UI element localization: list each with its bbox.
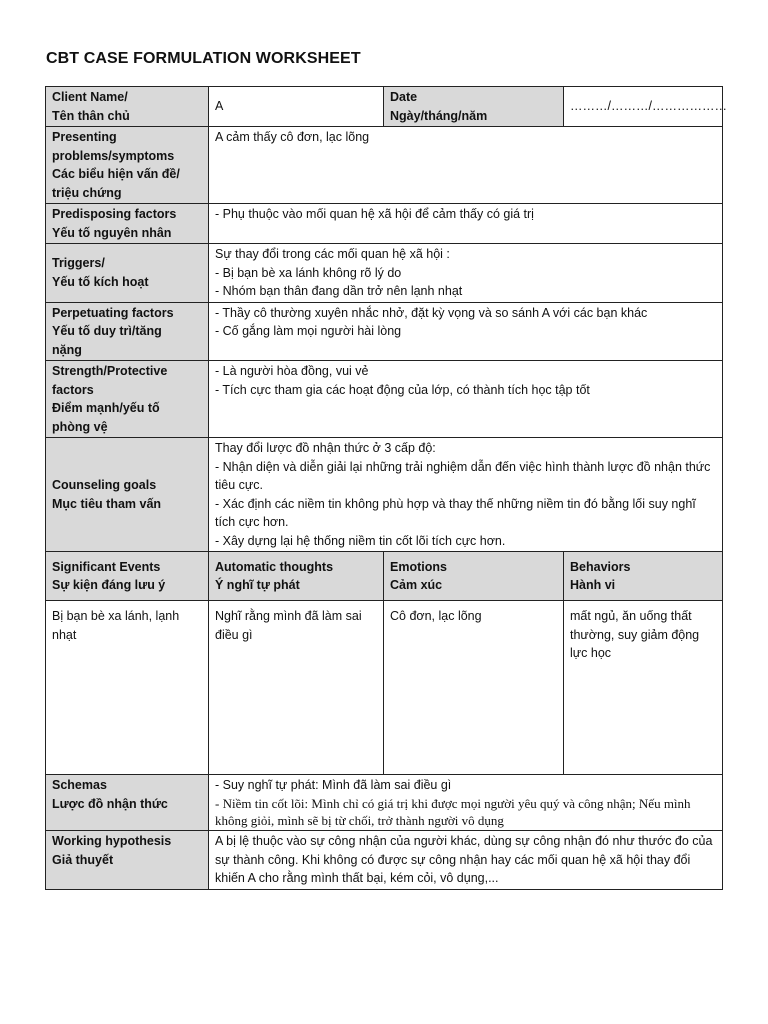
text-line: Yếu tố duy trì/tăng [52,324,162,338]
schemas-value [209,775,723,831]
text-line: Strength/Protective [52,364,168,378]
text-line: Các biểu hiện vấn đề/ [52,167,180,181]
schemas-label [46,775,209,831]
text-line: Counseling goals [52,478,157,492]
text-line: - Bị bạn bè xa lánh không rõ lý do [215,265,402,280]
date-label: Date Ngày/tháng/năm [384,87,564,127]
predisposing-label [46,204,209,244]
text-line: Predisposing factors [52,207,177,221]
predisposing-value [209,204,723,244]
triggers-label [46,244,209,303]
text-line: Điểm mạnh/yếu tố [52,401,160,415]
automatic-thoughts-header [209,552,384,601]
text-line: Schemas [52,778,107,792]
schemas-row [46,775,723,831]
goals-label [46,438,209,552]
triggers-value [209,244,723,303]
presenting-row [46,127,723,204]
text-line: Hành vi [570,578,616,592]
emotions-header [384,552,564,601]
automatic-thoughts-cell: Nghĩ rằng mình đã làm sai điều gì [209,601,384,775]
goals-row [46,438,723,552]
text-line: Automatic thoughts [215,559,334,574]
strength-row [46,361,723,438]
presenting-value [209,127,723,204]
text-line: Emotions [390,559,447,574]
perpetuating-value [209,302,723,361]
text-line: nặng [52,342,82,357]
text-line: problems/symptoms [52,148,175,163]
text-line: Significant Events [52,559,161,574]
significant-events-cell: Bị bạn bè xa lánh, lạnh nhạt [46,601,209,775]
text-line: Mục tiêu tham vấn [52,496,162,511]
case-formulation-table [45,86,727,890]
hypothesis-label [46,831,209,890]
worksheet-title: CBT CASE FORMULATION WORKSHEET [46,50,361,67]
text-line: - Niềm tin cốt lõi: Mình chỉ có giá trị khi được mọi người yêu quý và công nhận; Nếu mình không giỏi, mình sẽ bị từ chối, trở thành người vô dụng [215,795,691,828]
text-line: factors [52,382,94,397]
date-value: ………/………/……………… [564,87,723,127]
strength-value [209,361,723,438]
perpetuating-row [46,302,723,361]
text-line: A bị lệ thuộc vào sự công nhận của người khác, dùng sự công nhận đó như thước đo của sự thành công. Khi không có được sự công nhận hay các mối quan hệ xã hội thay đổi khiến A cho rằng mình thất bại, kém cỏi, vô dụng,... [215,834,713,885]
hypothesis-row [46,831,723,890]
text-line: Presenting [52,130,117,144]
events-header-row [46,552,723,601]
hypothesis-value [209,831,723,890]
client-name-label: Client Name/ Tên thân chủ [46,87,209,127]
text-line: Working hypothesis [52,834,172,848]
text-line: Lược đồ nhận thức [52,796,168,811]
client-name-value: A [209,87,384,127]
text-line: - Nhóm bạn thân đang dần trở nên lạnh nhạt [215,284,463,298]
emotions-cell: Cô đơn, lạc lõng [384,601,564,775]
text-line: - Xác định các niềm tin không phù hợp và thay thế những niềm tin đó bằng lối suy nghĩ tích cực hơn. [215,496,696,529]
strength-label [46,361,209,438]
text-line: triệu chứng [52,185,122,200]
text-line: Ý nghĩ tự phát [215,578,300,592]
text-line: - Suy nghĩ tự phát: Mình đã làm sai điều gì [215,778,452,792]
text-line: - Thầy cô thường xuyên nhắc nhở, đặt kỳ vọng và so sánh A với các bạn khác [215,305,648,320]
goals-value [209,438,723,552]
text-line: - Xây dựng lại hệ thống niềm tin cốt lõi tích cực hơn. [215,533,506,548]
text-line: Thay đổi lược đồ nhận thức ở 3 cấp độ: [215,441,436,455]
text-line: Triggers/ [52,256,105,271]
text-line: - Nhận diện và diễn giải lại những trải nghiệm dẫn đến việc hình thành lược đồ nhận thức tiêu cực. [215,459,711,492]
text-line: Sự kiện đáng lưu ý [52,578,166,592]
text-line: Yếu tố nguyên nhân [52,225,172,240]
text-line: Giả thuyết [52,852,114,867]
text-line: - Là người hòa đồng, vui vẻ [215,364,369,378]
text-line: Perpetuating factors [52,305,174,320]
behaviors-cell: mất ngủ, ăn uống thất thường, suy giảm động lực học [564,601,723,775]
text-line: - Tích cực tham gia các hoạt động của lớp, có thành tích học tập tốt [215,382,590,397]
text-line: phòng vệ [52,419,108,434]
text-line: - Cố gắng làm mọi người hài lòng [215,324,402,338]
text-line: - Phụ thuộc vào mối quan hệ xã hội để cảm thấy có giá trị [215,207,534,221]
significant-events-header [46,552,209,601]
presenting-label [46,127,209,204]
behaviors-header [564,552,723,601]
triggers-row [46,244,723,303]
text-line: Cảm xúc [390,578,443,592]
text-line: A cảm thấy cô đơn, lạc lõng [215,130,370,144]
perpetuating-label [46,302,209,361]
text-line: Sự thay đổi trong các mối quan hệ xã hội : [215,247,450,261]
predisposing-row [46,204,723,244]
client-row [46,87,723,127]
text-line: Yếu tố kích hoạt [52,274,149,289]
events-row [46,601,723,775]
text-line: Behaviors [570,559,631,574]
